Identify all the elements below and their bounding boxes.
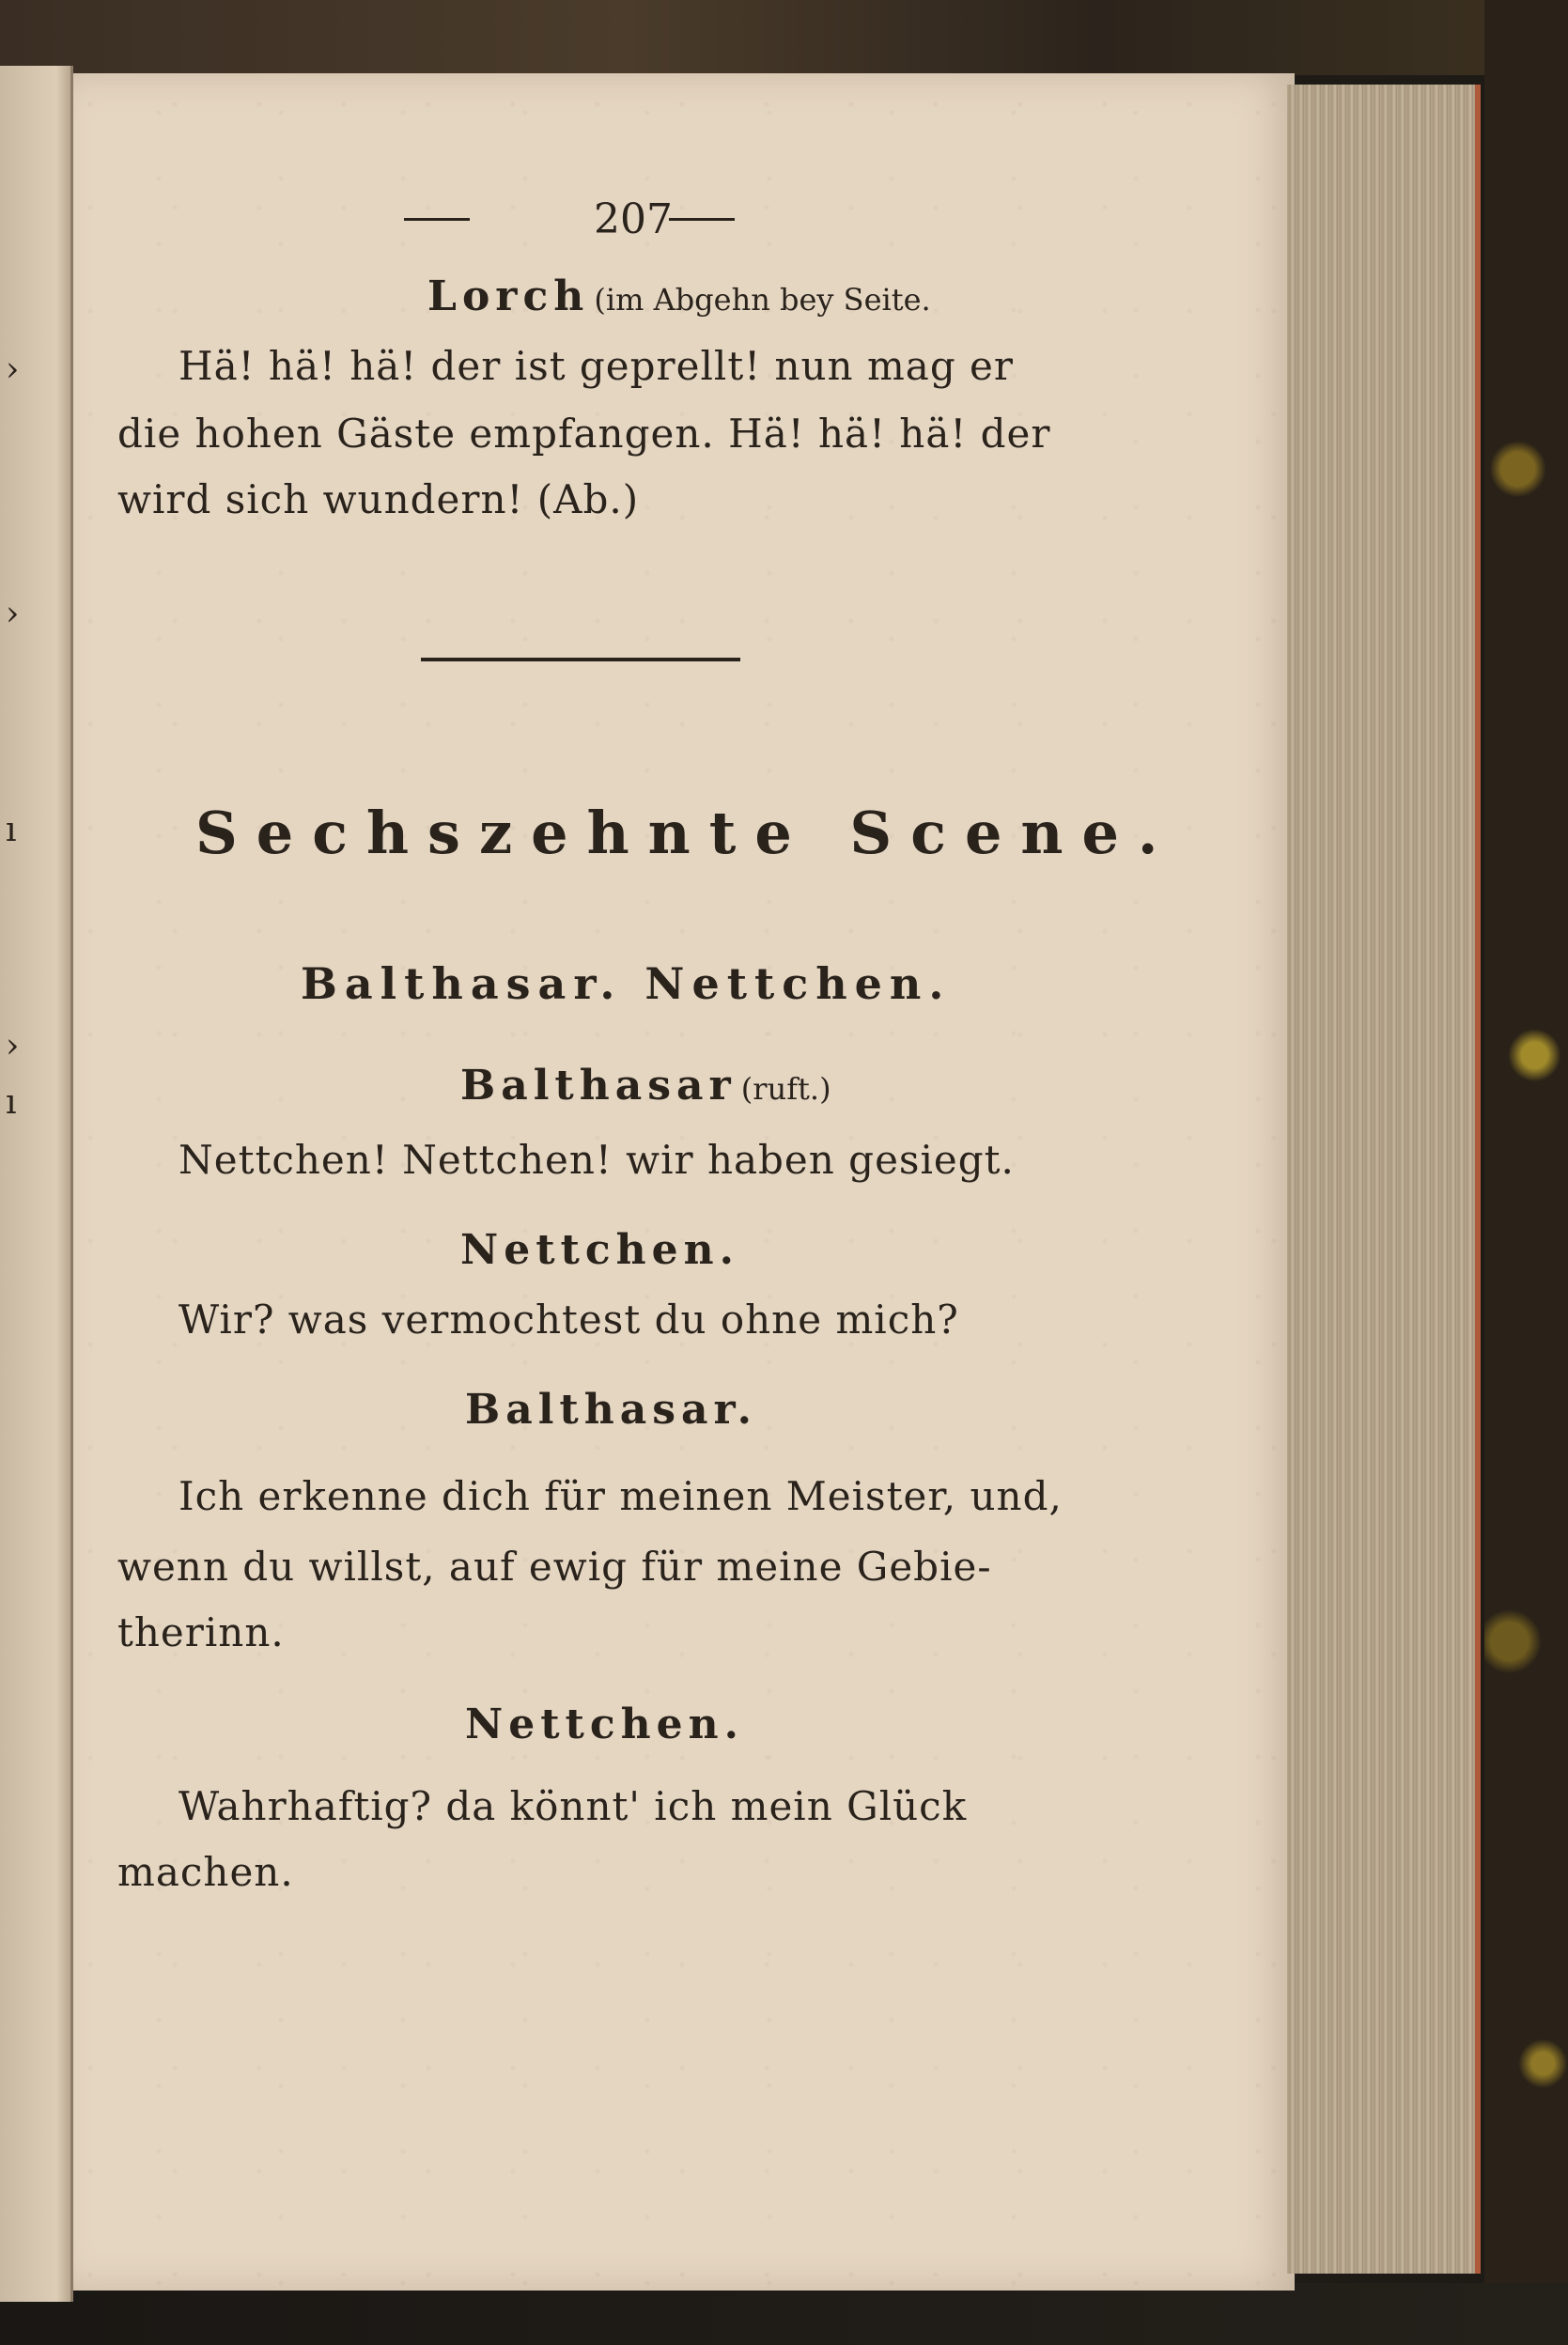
- book-cover-bottom: [0, 2283, 1568, 2345]
- facing-page-glyph: ı: [6, 1083, 17, 1122]
- facing-page-glyph: ı: [6, 811, 17, 849]
- speaker-name: Lorch: [427, 272, 590, 320]
- header-ornament-right: [669, 218, 735, 226]
- scene-title: Sechszehnte Scene.: [195, 799, 1177, 867]
- stage-direction: (im Abgehn bey Seite.: [594, 282, 931, 318]
- page-block-edges: [1287, 85, 1481, 2274]
- stage-direction: (ruft.): [740, 1071, 831, 1107]
- section-divider: [421, 658, 740, 661]
- text-line: therinn.: [117, 1609, 285, 1655]
- facing-page-glyph: ›: [6, 350, 20, 389]
- header-ornament-left: [404, 218, 470, 226]
- page-number: 207: [594, 195, 673, 243]
- facing-page-glyph: ›: [6, 595, 20, 633]
- text-line: die hohen Gäste empfangen. Hä! hä! hä! der: [117, 411, 1051, 457]
- speaker-line: [427, 272, 931, 320]
- text-line: Hä! hä! hä! der ist geprellt! nun mag er: [179, 343, 1014, 389]
- speaker-name: Nettchen.: [465, 1701, 744, 1748]
- text-line: wenn du willst, auf ewig für meine Gebie-: [117, 1544, 992, 1590]
- text-line: Ich erkenne dich für meinen Meister, und,: [179, 1473, 1063, 1519]
- text-line: Nettchen! Nettchen! wir haben gesiegt.: [179, 1137, 1015, 1183]
- text-line: Wahrhaftig? da könnt' ich mein Glück: [179, 1783, 968, 1829]
- marbled-cover: [1484, 0, 1568, 2345]
- speaker-line: [460, 1062, 831, 1110]
- speaker-name: Nettchen.: [460, 1226, 739, 1274]
- text-line: machen.: [117, 1849, 294, 1895]
- text-line: Wir? was vermochtest du ohne mich?: [179, 1297, 959, 1343]
- facing-page-glyph: ›: [6, 1027, 20, 1065]
- book-cover-top: [0, 0, 1568, 75]
- speaker-name: Balthasar: [460, 1062, 737, 1110]
- speaker-name: Balthasar.: [465, 1386, 757, 1434]
- scene-persons: Balthasar. Nettchen.: [301, 958, 952, 1009]
- facing-page-edge: [0, 66, 73, 2302]
- text-line: wird sich wundern! (Ab.): [117, 476, 640, 522]
